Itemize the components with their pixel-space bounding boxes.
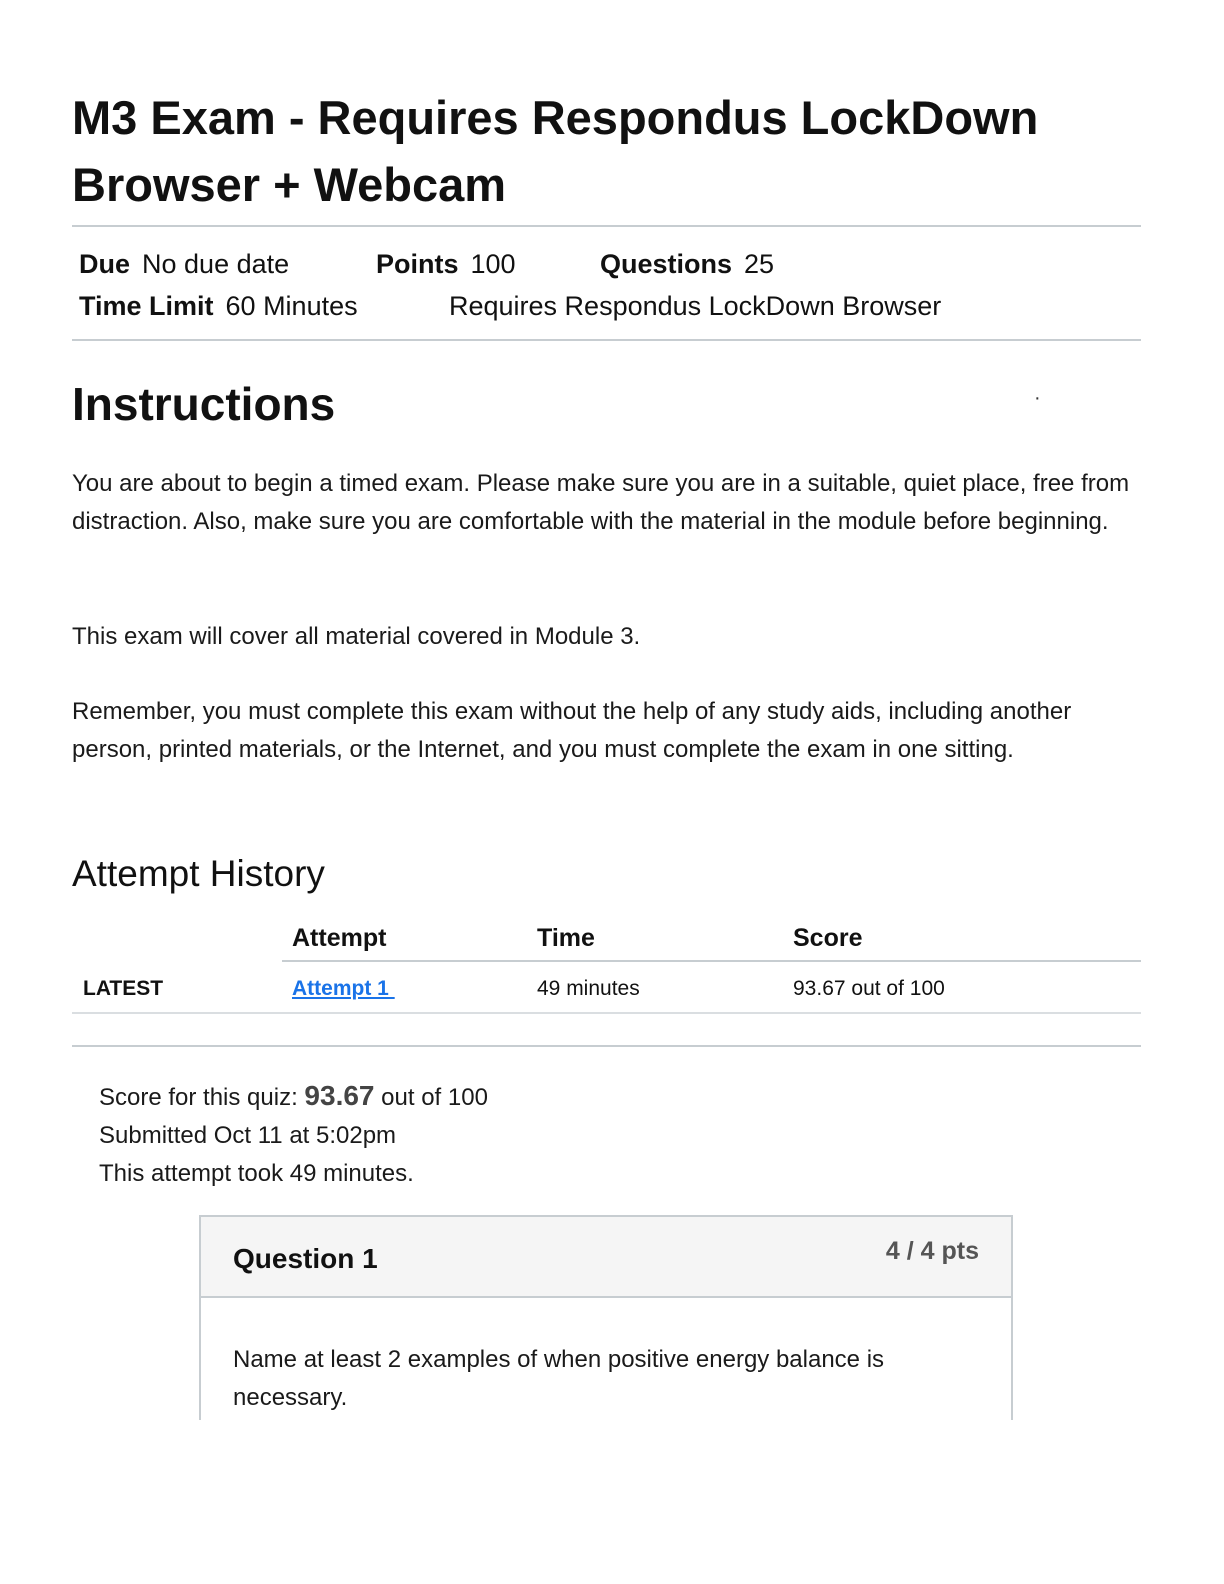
attempt-1-link[interactable]: Attempt 1 <box>292 977 395 1000</box>
question-1-title: Question 1 <box>233 1243 378 1274</box>
instructions-paragraph-2: This exam will cover all material covered in Module 3. <box>72 623 641 650</box>
table-header-divider <box>282 960 1141 962</box>
column-header-attempt: Attempt <box>292 924 387 952</box>
submitted-line: Submitted Oct 11 at 5:02pm <box>99 1122 397 1149</box>
attempt-score: 93.67 out of 100 <box>793 977 945 1000</box>
column-header-score: Score <box>793 924 863 952</box>
due-info <box>79 248 289 280</box>
time-limit-info <box>79 290 358 322</box>
table-row-divider <box>72 1012 1141 1014</box>
questions-value: 25 <box>744 249 775 279</box>
meta-divider <box>72 339 1141 341</box>
attempt-time: 49 minutes <box>537 977 640 1000</box>
time-limit-label: Time Limit <box>79 291 214 321</box>
page-title: M3 Exam - Requires Respondus LockDown Browser + Webcam <box>72 91 1039 211</box>
score-suffix: out of 100 <box>374 1084 488 1111</box>
instructions-paragraph-3: Remember, you must complete this exam without the help of any study aids, including another person, printed materials, or the Internet, and you must complete the exam in one sitting. <box>72 698 1072 763</box>
points-value: 100 <box>470 249 516 279</box>
score-divider <box>72 1045 1141 1047</box>
points-label: Points <box>376 249 459 279</box>
score-value: 93.67 <box>304 1080 375 1111</box>
attempt-history-heading: Attempt History <box>72 853 325 894</box>
meta-row-1 <box>79 248 1141 280</box>
instructions-heading: Instructions <box>72 378 336 430</box>
question-1-points: 4 / 4 pts <box>885 1237 979 1265</box>
time-limit-value: 60 Minutes <box>225 291 358 321</box>
questions-label: Questions <box>600 249 733 279</box>
instructions-paragraph-1: You are about to begin a timed exam. Please make sure you are in a suitable, quiet place, free from distraction. Also, make sure you are comfortable with the material in the module before beginning. <box>72 470 1130 535</box>
questions-info <box>600 248 774 280</box>
duration-line: This attempt took 49 minutes. <box>99 1160 414 1187</box>
question-1-card <box>199 1215 1013 1420</box>
score-prefix: Score for this quiz: <box>99 1084 305 1111</box>
score-summary <box>99 1077 488 1193</box>
meta-row-2 <box>79 290 1141 322</box>
column-header-time: Time <box>537 924 595 952</box>
question-1-header <box>201 1217 1011 1298</box>
stray-mark: · <box>1034 387 1041 409</box>
title-divider <box>72 225 1141 227</box>
due-value: No due date <box>142 249 290 279</box>
due-label: Due <box>79 249 131 279</box>
latest-tag: LATEST <box>83 977 164 1000</box>
question-1-text: Name at least 2 examples of when positive energy balance is necessary. <box>233 1346 885 1411</box>
lockdown-note: Requires Respondus LockDown Browser <box>449 291 942 321</box>
quiz-score-line <box>99 1077 488 1117</box>
points-info <box>376 248 516 280</box>
